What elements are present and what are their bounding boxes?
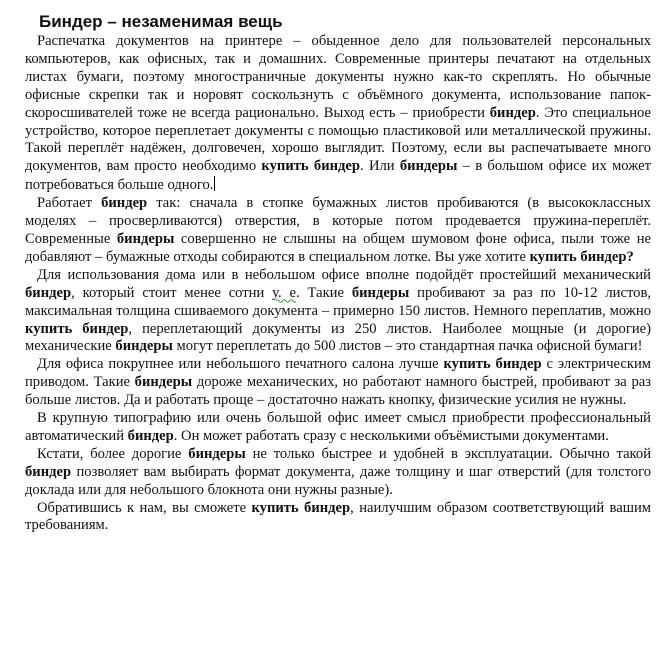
text-run: – в большом офисе их может потребоваться больше одного. xyxy=(25,158,651,194)
paragraph-6 xyxy=(25,446,651,500)
paragraph-4 xyxy=(25,356,651,410)
paragraph-2 xyxy=(25,195,651,267)
keyword-bold: биндер xyxy=(25,284,72,301)
text-run: . Он может работать сразу с несколькими объёмистыми документами. xyxy=(173,427,609,444)
text-cursor xyxy=(214,176,215,191)
keyword-bold: биндеры xyxy=(351,284,410,301)
keyword-bold: биндер xyxy=(127,427,174,444)
text-run: , переплетающий документы из 250 листов. Наиболее мощные (и дорогие) механические xyxy=(25,320,651,355)
text-run: Обратившись к нам, вы сможете xyxy=(37,499,252,516)
text-run: Распечатка документов на принтере – обыденное дело для пользователей персональных компьютеров, как офисных, так и домашних. Современные принтеры печатают на отдельных листах бумаги, поэтому многостраничные документы нужно как-то скреплять. Но обычные офисные скрепки так и норовят соскользнуть с объёмного документа, использование папок-скоросшивателей тоже не всегда рационально. Выход есть – приобрести xyxy=(25,33,651,121)
document-page xyxy=(25,12,651,535)
text-run: Кстати, более дорогие xyxy=(37,445,189,462)
text-run: пробивают за раз по 10-12 листов, максимальная толщина сшиваемого документа – примерно 150 листов. Немного переплатив, можно xyxy=(25,284,651,319)
keyword-bold: биндер xyxy=(101,195,148,212)
keyword-bold: биндеры xyxy=(116,230,175,247)
text-run: , который стоит менее сотни xyxy=(71,284,273,301)
text-run: дороже механических, но работают намного быстрей, пробивают за раз больше листов. Да и работать проще – достаточно нажать кнопку, физические усилия не нужны. xyxy=(25,374,651,409)
keyword-bold: биндеры xyxy=(134,374,193,391)
text-run: так: сначала в стопке бумажных листов пробиваются (в высококлассных моделях – просверливаются) отверстия, в которые потом продевается пружина-переплёт. Современные xyxy=(25,195,651,247)
text-run: Работает xyxy=(37,195,102,212)
text-run: позволяет вам выбирать формат документа, даже толщину и шаг отверстий (для толстого доклада или для небольшого блокнота они нужны разные). xyxy=(25,463,651,498)
keyword-bold: купить биндер xyxy=(251,499,351,516)
text-run: Для офиса покрупнее или небольшого печатного салона лучше xyxy=(37,356,444,373)
paragraph-3 xyxy=(25,267,651,357)
paragraph-1 xyxy=(25,33,651,195)
text-run: В крупную типографию или очень большой офис имеет смысл приобрести профессиональный автоматический xyxy=(25,410,651,444)
keyword-bold: купить биндер xyxy=(261,158,360,175)
keyword-bold: купить биндер xyxy=(443,356,542,373)
document-title: Биндер – незаменимая вещь xyxy=(39,12,283,31)
keyword-bold: биндер xyxy=(489,104,536,121)
keyword-bold: биндеры xyxy=(115,338,173,355)
document-body xyxy=(25,33,651,535)
spellcheck-flagged-text: у. е xyxy=(272,284,297,301)
paragraph-7 xyxy=(25,500,651,536)
text-run: с электрическим приводом. Такие xyxy=(25,356,651,391)
keyword-bold: биндер xyxy=(25,463,72,480)
text-run: . Или xyxy=(360,158,400,175)
text-run: не только быстрее и удобней в эксплуатации. Обычно такой xyxy=(245,445,652,462)
text-run: , наилучшим образом соответствующий вашим требованиям. xyxy=(25,499,651,534)
text-run: совершенно не слышны на общем шумовом фоне офиса, пыли тоже не добавляют – бумажные отходы собираются в специальном лотке. Вы уже хотите xyxy=(25,230,651,265)
keyword-bold: купить биндер? xyxy=(529,248,634,265)
text-run: Для использования дома или в небольшом офисе вполне подойдёт простейший механический xyxy=(37,266,651,283)
text-run: могут переплетать до 500 листов – это стандартная пачка офисной бумаги! xyxy=(172,338,643,355)
text-run: . Это специальное устройство, которое переплетает документы с помощью пластиковой или металлической пружины. Такой переплёт надёжен, долговечен, хорошо выглядит. Поэтому, если вы распечатываете много документов, вам просто необходимо xyxy=(25,104,651,175)
keyword-bold: купить биндер xyxy=(25,320,129,337)
keyword-bold: биндеры xyxy=(399,158,458,175)
text-run: . Такие xyxy=(296,284,352,301)
keyword-bold: биндеры xyxy=(188,445,246,462)
paragraph-5 xyxy=(25,410,651,446)
